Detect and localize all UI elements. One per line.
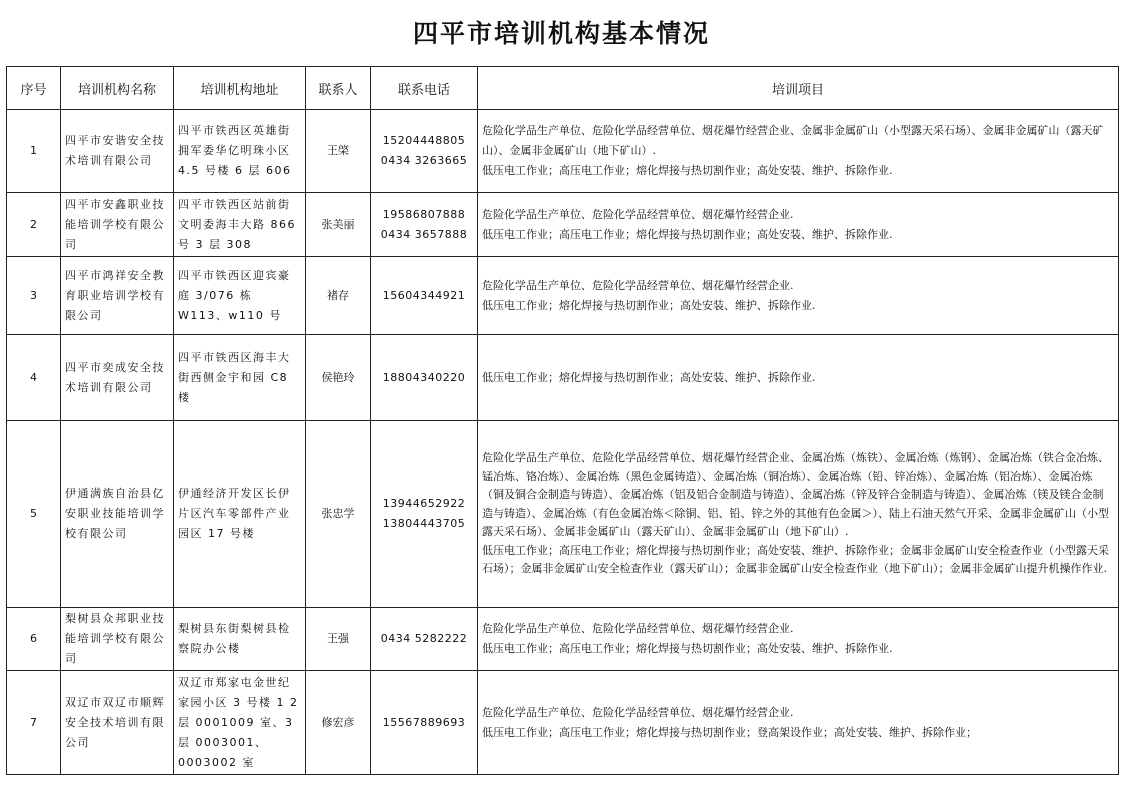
training-items-paragraph: 危险化学品生产单位、危险化学品经营单位、烟花爆竹经营企业. bbox=[482, 705, 794, 719]
training-items-paragraph: 危险化学品生产单位、危险化学品经营单位、烟花爆竹经营企业. bbox=[482, 622, 794, 635]
page-title: 四平市培训机构基本情况 bbox=[412, 19, 710, 48]
phone-number: 15567889693 bbox=[382, 715, 466, 729]
training-items-paragraph: 危险化学品生产单位、危险化学品经营单位、烟花爆竹经营企业. bbox=[482, 207, 794, 221]
training-items-paragraph: 危险化学品生产单位、危险化学品经营单位、烟花爆竹经营企业、金属非金属矿山（小型露天采石场）、金属非金属矿山（露天矿山）、金属非金属矿山（地下矿山）. bbox=[482, 124, 1104, 157]
training-items bbox=[478, 110, 1119, 193]
header-training-items: 培训项目 bbox=[478, 67, 1119, 110]
row-no: 4 bbox=[7, 335, 61, 421]
training-items bbox=[478, 335, 1119, 421]
header-no: 序号 bbox=[7, 67, 61, 110]
phone-number: 13804443705 bbox=[382, 517, 466, 530]
institution-name: 四平市鸿祥安全教育职业培训学校有限公司 bbox=[61, 257, 174, 335]
training-items bbox=[478, 608, 1119, 671]
contact-person: 张忠学 bbox=[306, 421, 371, 608]
row-no: 5 bbox=[7, 421, 61, 608]
row-no: 6 bbox=[7, 608, 61, 671]
contact-person: 褚存 bbox=[306, 257, 371, 335]
institution-name: 四平市安谐安全技术培训有限公司 bbox=[61, 110, 174, 193]
contact-phone bbox=[371, 257, 478, 335]
institution-name: 梨树县众邦职业技能培训学校有限公司 bbox=[61, 608, 174, 671]
table-row bbox=[7, 608, 1119, 671]
training-items-paragraph: 低压电工作业；高压电工作业；熔化焊接与热切割作业；登高架设作业；高处安装、维护、拆除作业； bbox=[482, 725, 977, 739]
table-row bbox=[7, 671, 1119, 775]
header-address: 培训机构地址 bbox=[174, 67, 306, 110]
contact-phone bbox=[371, 608, 478, 671]
phone-number: 15604344921 bbox=[382, 288, 466, 302]
row-no: 1 bbox=[7, 110, 61, 193]
table-row bbox=[7, 193, 1119, 257]
table-row bbox=[7, 335, 1119, 421]
contact-person: 王强 bbox=[306, 608, 371, 671]
header-contact-phone: 联系电话 bbox=[371, 67, 478, 110]
phone-number: 0434 3263665 bbox=[380, 154, 468, 167]
table-row bbox=[7, 110, 1119, 193]
training-items-paragraph: 低压电工作业；高压电工作业；熔化焊接与热切割作业；高处安装、维护、拆除作业. bbox=[482, 227, 893, 241]
phone-number: 13944652922 bbox=[382, 497, 466, 510]
table-row bbox=[7, 257, 1119, 335]
row-no: 3 bbox=[7, 257, 61, 335]
contact-person: 侯艳玲 bbox=[306, 335, 371, 421]
institution-name: 四平市安鑫职业技能培训学校有限公司 bbox=[61, 193, 174, 257]
institution-name: 四平市奕成安全技术培训有限公司 bbox=[61, 335, 174, 421]
institution-address: 双辽市郑家屯金世纪家园小区 3 号楼 1 2 层 0001009 室、3层 0003001、0003002 室 bbox=[174, 671, 306, 775]
contact-phone bbox=[371, 110, 478, 193]
phone-number: 0434 5282222 bbox=[380, 632, 468, 645]
training-items-paragraph: 低压电工作业；熔化焊接与热切割作业；高处安装、维护、拆除作业. bbox=[482, 298, 816, 312]
phone-number: 0434 3657888 bbox=[380, 227, 468, 241]
training-items bbox=[478, 257, 1119, 335]
phone-number: 18804340220 bbox=[382, 370, 466, 384]
header-name: 培训机构名称 bbox=[61, 67, 174, 110]
contact-phone bbox=[371, 193, 478, 257]
training-items-paragraph: 低压电工作业；高压电工作业；熔化焊接与热切割作业；高处安装、维护、拆除作业；金属非金属矿山安全检查作业（小型露天采石场）；金属非金属矿山安全检查作业（露天矿山）；金属非金属矿山安全检查作业（地下矿山）；金属非金属矿山提升机操作作业. bbox=[482, 543, 1109, 576]
training-institutions-table bbox=[6, 66, 1119, 775]
institution-address: 四平市铁西区海丰大街西侧金宇和园 C8 楼 bbox=[174, 335, 306, 421]
training-items-paragraph: 低压电工作业；熔化焊接与热切割作业；高处安装、维护、拆除作业. bbox=[482, 370, 816, 384]
institution-name: 双辽市双辽市顺辉安全技术培训有限公司 bbox=[61, 671, 174, 775]
contact-person: 张美丽 bbox=[306, 193, 371, 257]
training-items bbox=[478, 193, 1119, 257]
training-items bbox=[478, 671, 1119, 775]
contact-phone bbox=[371, 671, 478, 775]
phone-number: 19586807888 bbox=[382, 207, 466, 221]
institution-address: 梨树县东街梨树县检察院办公楼 bbox=[174, 608, 306, 671]
header-contact-person: 联系人 bbox=[306, 67, 371, 110]
phone-number: 15204448805 bbox=[382, 134, 466, 147]
contact-person: 王棨 bbox=[306, 110, 371, 193]
institution-address: 伊通经济开发区长伊片区汽车零部件产业园区 17 号楼 bbox=[174, 421, 306, 608]
row-no: 2 bbox=[7, 193, 61, 257]
institution-address: 四平市铁西区英雄街拥军委华亿明珠小区 4.5 号楼 6 层 606 bbox=[174, 110, 306, 193]
contact-person: 修宏彦 bbox=[306, 671, 371, 775]
training-items-paragraph: 低压电工作业；高压电工作业；熔化焊接与热切割作业；高处安装、维护、拆除作业. bbox=[482, 642, 893, 655]
institution-address: 四平市铁西区迎宾豪庭 3/076 栋W113、w110 号 bbox=[174, 257, 306, 335]
training-items bbox=[478, 421, 1119, 608]
contact-phone bbox=[371, 421, 478, 608]
institution-name: 伊通满族自治县亿安职业技能培训学校有限公司 bbox=[61, 421, 174, 608]
training-items-paragraph: 危险化学品生产单位、危险化学品经营单位、烟花爆竹经营企业、金属冶炼（炼铁）、金属冶炼（炼钢）、金属冶炼（铁合金冶炼、锰冶炼、铬冶炼）、金属冶炼（黑色金属铸造）、金属冶炼（铜冶炼）、金属冶炼（铅、锌冶炼）、金属冶炼（铝冶炼）、金属冶炼（铜及铜合金制造与铸造）、金属冶炼（铝及铝合金制造与铸造）、金属冶炼（锌及锌合金制造与铸造）、金属冶炼（镁及镁合金制造与铸造）、金属冶炼（有色金属冶炼＜除铜、铝、铅、锌之外的其他有色金属＞）、陆上石油天然气开采、金属非金属矿山（小型露天采石场）、金属非金属矿山（露天矿山）、金属非金属矿山（地下矿山）. bbox=[482, 451, 1109, 539]
row-no: 7 bbox=[7, 671, 61, 775]
training-items-paragraph: 低压电工作业；高压电工作业；熔化焊接与热切割作业；高处安装、维护、拆除作业. bbox=[482, 164, 893, 177]
training-items-paragraph: 危险化学品生产单位、危险化学品经营单位、烟花爆竹经营企业. bbox=[482, 278, 794, 292]
institution-address: 四平市铁西区站前街文明委海丰大路 866 号 3 层 308 bbox=[174, 193, 306, 257]
contact-phone bbox=[371, 335, 478, 421]
table-row bbox=[7, 421, 1119, 608]
table-header-row bbox=[7, 67, 1119, 110]
